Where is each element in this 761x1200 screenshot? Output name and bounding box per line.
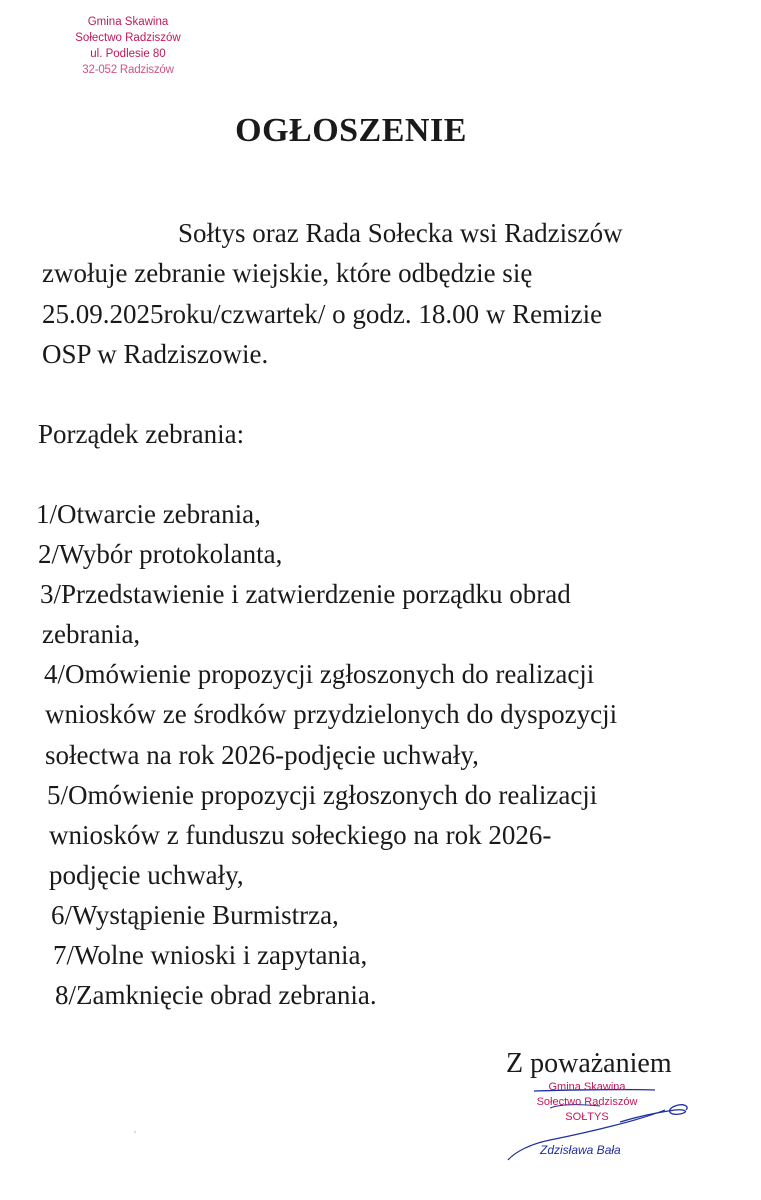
agenda-item: 5/Omówienie propozycji zgłoszonych do realizacji bbox=[47, 780, 598, 810]
stamp-line: 32-052 Radziszów bbox=[82, 64, 174, 76]
agenda-item: podjęcie uchwały, bbox=[49, 860, 244, 890]
agenda-item: 1/Otwarcie zebrania, bbox=[36, 499, 261, 529]
agenda-item: 6/Wystąpienie Burmistrza, bbox=[51, 900, 339, 930]
document-title: OGŁOSZENIE bbox=[235, 112, 467, 149]
scan-speck bbox=[134, 1131, 136, 1133]
agenda-item: 7/Wolne wnioski i zapytania, bbox=[53, 940, 368, 970]
organization-stamp bbox=[58, 14, 198, 78]
agenda-item: zebrania, bbox=[42, 619, 141, 649]
agenda-item: 4/Omówienie propozycji zgłoszonych do realizacji bbox=[44, 659, 595, 689]
signatory-name: Zdzisława Bała bbox=[540, 1143, 621, 1157]
stamp-line: Sołectwo Radziszów bbox=[536, 1096, 638, 1108]
closing-greeting: Z poważaniem bbox=[506, 1048, 672, 1079]
agenda-item: wniosków ze środków przydzielonych do dyspozycji bbox=[45, 699, 618, 729]
intro-line: zwołuje zebranie wiejskie, które odbędzie się bbox=[42, 258, 533, 288]
stamp-line: SOŁTYS bbox=[565, 1111, 609, 1123]
stamp-line: ul. Podlesie 80 bbox=[90, 48, 166, 60]
agenda-item: 2/Wybór protokolanta, bbox=[38, 539, 283, 569]
agenda-item: 3/Przedstawienie i zatwierdzenie porządku obrad bbox=[40, 579, 571, 609]
agenda-item: 8/Zamknięcie obrad zebrania. bbox=[55, 980, 377, 1010]
stamp-line: Gmina Skawina bbox=[548, 1081, 626, 1093]
intro-line: 25.09.2025roku/czwartek/ o godz. 18.00 w Remizie bbox=[42, 299, 603, 329]
intro-line: Sołtys oraz Rada Sołecka wsi Radziszów bbox=[178, 218, 623, 248]
stamp-line: Gmina Skawina bbox=[87, 16, 169, 28]
agenda-item: wniosków z funduszu sołeckiego na rok 2026- bbox=[49, 820, 552, 850]
stamp-line: Sołectwo Radziszów bbox=[75, 32, 181, 44]
agenda-item: sołectwa na rok 2026-podjęcie uchwały, bbox=[45, 740, 479, 770]
agenda-heading: Porządek zebrania: bbox=[38, 419, 245, 449]
intro-line: OSP w Radziszowie. bbox=[42, 339, 269, 369]
official-stamp bbox=[522, 1080, 652, 1125]
